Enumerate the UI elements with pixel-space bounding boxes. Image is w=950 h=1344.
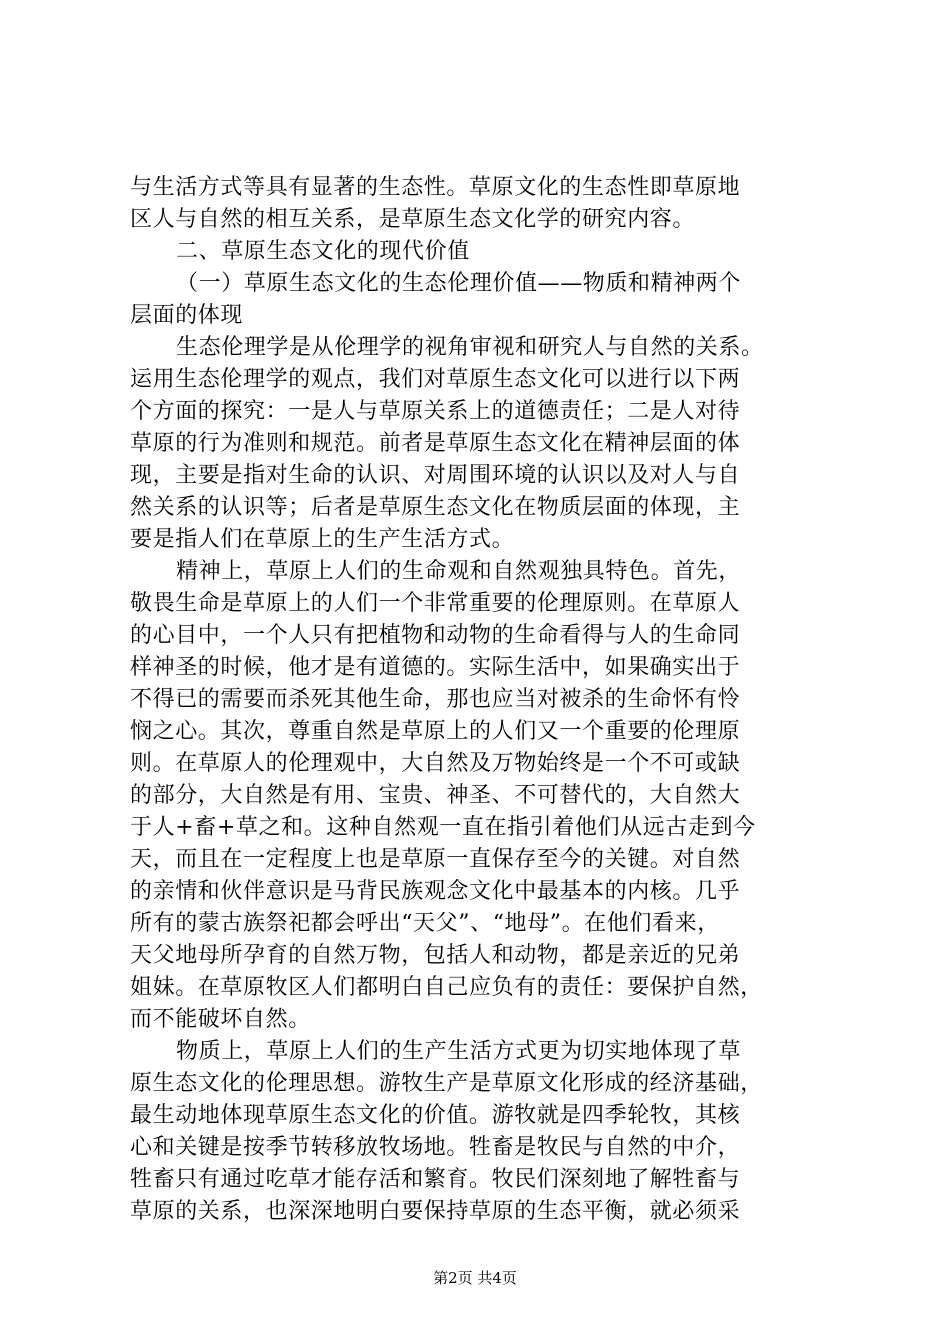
page-number-footer: 第2页 共4页 [433,1269,517,1287]
text-line: 心和关键是按季节转移放牧场地。牲畜是牧民与自然的中介， [130,1135,741,1160]
text-line: 原生态文化的伦理思想。游牧生产是草原文化形成的经济基础， [130,1071,763,1096]
text-line: 姐妹。在草原牧区人们都明白自己应负有的责任：要保护自然， [130,975,763,1000]
text-line: 于人+畜+草之和。这种自然观一直在指引着他们从远古走到今 [130,815,756,840]
text-line: 要是指人们在草原上的生产生活方式。 [130,527,515,552]
text-line: 最生动地体现草原生态文化的价值。游牧就是四季轮牧，其核 [130,1103,741,1128]
text-line: 所有的蒙古族祭祀都会呼出“天父”、“地母”。在他们看来， [130,911,720,936]
text-line: 草原的行为准则和规范。前者是草原生态文化在精神层面的体 [130,431,741,456]
subsection-heading: （一）草原生态文化的生态伦理价值——物质和精神两个 [176,271,742,296]
text-line: 草原的关系，也深深地明白要保持草原的生态平衡，就必须采 [130,1199,741,1224]
text-line: 天，而且在一定程度上也是草原一直保存至今的关键。对自然 [130,847,741,872]
text-line: 悯之心。其次，尊重自然是草原上的人们又一个重要的伦理原 [130,719,741,744]
text-line: 的心目中，一个人只有把植物和动物的生命看得与人的生命同 [130,623,741,648]
text-line: 天父地母所孕育的自然万物，包括人和动物，都是亲近的兄弟 [130,943,741,968]
text-line: 个方面的探究：一是人与草原关系上的道德责任；二是人对待 [130,399,741,424]
text-line: 的部分，大自然是有用、宝贵、神圣、不可替代的，大自然大 [130,783,741,808]
text-line: 敬畏生命是草原上的人们一个非常重要的伦理原则。在草原人 [130,591,741,616]
paragraph-start: 物质上，草原上人们的生产生活方式更为切实地体现了草 [176,1039,742,1064]
text-line: 的亲情和伙伴意识是马背民族观念文化中最基本的内核。几乎 [130,879,741,904]
text-line: 牲畜只有通过吃草才能存活和繁育。牧民们深刻地了解牲畜与 [130,1167,741,1192]
text-line: 而不能破坏自然。 [130,1007,311,1032]
subsection-heading-continued: 层面的体现 [130,303,244,328]
text-line: 不得已的需要而杀死其他生命，那也应当对被杀的生命怀有怜 [130,687,741,712]
paragraph-start: 精神上，草原上人们的生命观和自然观独具特色。首先， [176,559,742,584]
text-line: 区人与自然的相互关系，是草原生态文化学的研究内容。 [130,207,696,232]
text-line: 现，主要是指对生命的认识、对周围环境的认识以及对人与自 [130,463,741,488]
text-line: 运用生态伦理学的观点，我们对草原生态文化可以进行以下两 [130,367,741,392]
paragraph-start: 生态伦理学是从伦理学的视角审视和研究人与自然的关系。 [176,335,764,360]
section-heading: 二、草原生态文化的现代价值 [176,239,470,264]
text-line: 则。在草原人的伦理观中，大自然及万物始终是一个不可或缺 [130,751,741,776]
text-line: 然关系的认识等；后者是草原生态文化在物质层面的体现，主 [130,495,741,520]
document-body [130,172,840,1228]
text-line: 与生活方式等具有显著的生态性。草原文化的生态性即草原地 [130,175,741,200]
text-line: 样神圣的时候，他才是有道德的。实际生活中，如果确实出于 [130,655,741,680]
